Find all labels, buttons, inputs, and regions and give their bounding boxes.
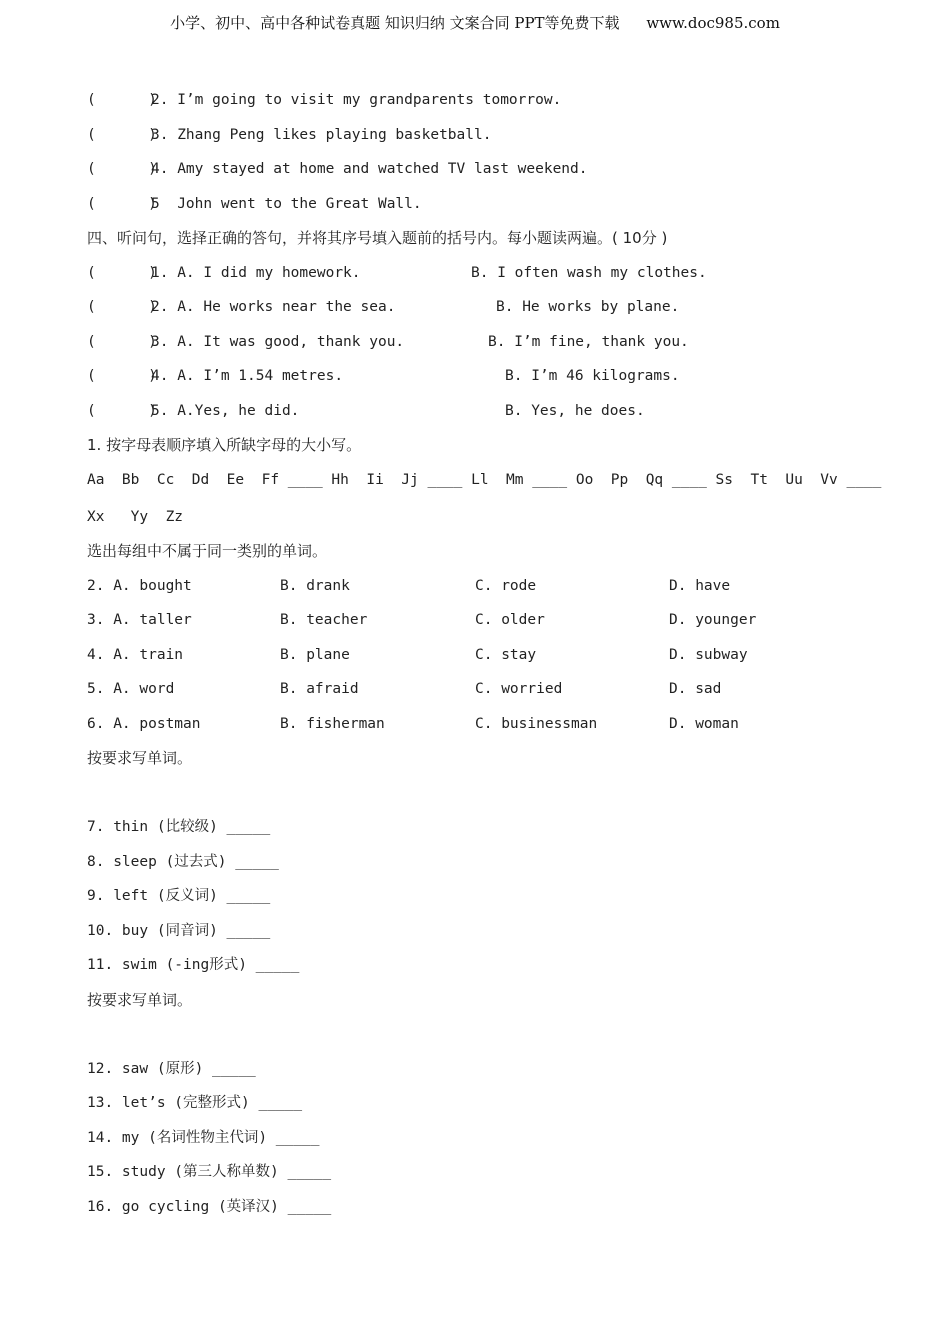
option-a: 5. A.Yes, he did. [151, 402, 300, 419]
question-row [87, 88, 887, 123]
choice-d: D. sad [669, 681, 722, 697]
header-url: www.doc985.com [646, 14, 780, 32]
spacer [87, 1022, 887, 1057]
section-heading: 四、听问句，选择正确的答句，并将其序号填入题前的括号内。每小题读两遍。( 10分 ) [87, 229, 668, 247]
section-heading: 1. 按字母表顺序填入所缺字母的大小写。 [87, 436, 362, 454]
choice-a: 2. A. bought [87, 577, 192, 594]
word-item: 14. my (名词性物主代词) _____ [87, 1129, 320, 1146]
question-text: 4. Amy stayed at home and watched TV last weekend. [151, 161, 588, 177]
worksheet-content [87, 88, 887, 1229]
answer-bracket: ( ) [87, 264, 157, 281]
choice-b: B. afraid [280, 681, 359, 697]
choice-a: 4. A. train [87, 646, 184, 663]
choice-b: B. drank [280, 577, 350, 594]
choice-row [87, 643, 887, 678]
word-item: 7. thin (比较级) _____ [87, 819, 271, 835]
option-b: B. He works by plane. [496, 299, 680, 315]
option-b: B. I often wash my clothes. [471, 264, 707, 281]
choice-d: D. subway [669, 646, 748, 663]
alphabet-row: Xx Yy Zz [87, 508, 184, 525]
section-heading: 选出每组中不属于同一类别的单词。 [87, 542, 328, 560]
section-heading: 按要求写单词。 [87, 990, 193, 1009]
answer-bracket: ( ) [87, 333, 157, 350]
option-a: 2. A. He works near the sea. [151, 299, 396, 315]
choice-b: B. teacher [280, 612, 368, 628]
option-b: B. I’m 46 kilograms. [505, 368, 680, 384]
answer-bracket: ( ) [87, 92, 157, 108]
page-header [0, 12, 950, 33]
question-text: 3. Zhang Peng likes playing basketball. [151, 126, 492, 143]
question-row [87, 192, 887, 227]
answer-bracket: ( ) [87, 161, 157, 177]
choice-c: C. worried [475, 681, 563, 697]
answer-bracket: ( ) [87, 195, 157, 212]
choice-row [87, 608, 887, 643]
answer-bracket: ( ) [87, 368, 157, 384]
answer-bracket: ( ) [87, 402, 157, 419]
option-b: B. I’m fine, thank you. [488, 333, 689, 350]
question-row [87, 295, 887, 330]
question-text: 2. I’m going to visit my grandparents tomorrow. [151, 92, 562, 108]
question-row [87, 364, 887, 399]
question-row [87, 330, 887, 365]
question-row [87, 261, 887, 296]
word-item: 8. sleep (过去式) _____ [87, 853, 279, 870]
choice-b: B. plane [280, 646, 350, 663]
choice-c: C. stay [475, 646, 537, 663]
choice-c: C. businessman [475, 715, 598, 732]
option-b: B. Yes, he does. [505, 402, 645, 419]
spacer [87, 781, 887, 816]
question-row [87, 157, 887, 192]
word-item: 12. saw (原形) _____ [87, 1060, 256, 1077]
option-a: 1. A. I did my homework. [151, 264, 361, 281]
choice-a: 6. A. postman [87, 715, 201, 732]
choice-d: D. younger [669, 612, 757, 628]
alphabet-row: Aa Bb Cc Dd Ee Ff ____ Hh Ii Jj ____ Ll Mm ____ Oo Pp Qq ____ Ss Tt Uu Vv ____ [87, 471, 882, 488]
answer-bracket: ( ) [87, 299, 157, 315]
question-row [87, 123, 887, 158]
word-item: 16. go cycling (英译汉) _____ [87, 1198, 332, 1215]
word-item: 15. study (第三人称单数) _____ [87, 1164, 332, 1180]
question-text: 5 John went to the Great Wall. [151, 195, 422, 212]
word-item: 11. swim (-ing形式) _____ [87, 957, 300, 973]
choice-a: 5. A. word [87, 681, 175, 697]
section-heading: 按要求写单词。 [87, 749, 193, 767]
choice-c: C. older [475, 612, 545, 628]
choice-row [87, 677, 887, 712]
choice-row [87, 712, 887, 747]
choice-d: D. have [669, 577, 731, 594]
option-a: 3. A. It was good, thank you. [151, 333, 405, 350]
choice-b: B. fisherman [280, 715, 385, 732]
choice-c: C. rode [475, 577, 537, 594]
answer-bracket: ( ) [87, 126, 157, 143]
header-title: 小学、初中、高中各种试卷真题 知识归纳 文案合同 PPT等免费下载 [170, 14, 620, 32]
word-item: 9. left (反义词) _____ [87, 888, 271, 904]
choice-d: D. woman [669, 715, 739, 732]
word-item: 10. buy (同音词) _____ [87, 922, 271, 939]
choice-row [87, 574, 887, 609]
word-item: 13. let’s (完整形式) _____ [87, 1095, 303, 1111]
option-a: 4. A. I’m 1.54 metres. [151, 368, 344, 384]
question-row [87, 399, 887, 434]
choice-a: 3. A. taller [87, 612, 192, 628]
